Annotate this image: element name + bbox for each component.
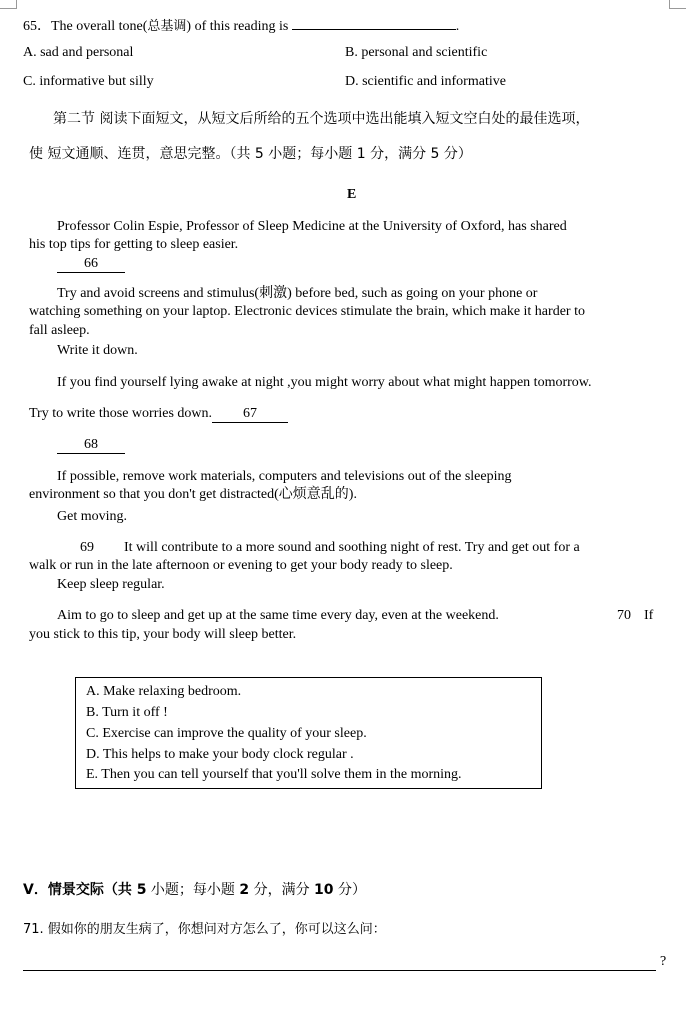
heading-write-it-down: Write it down. [57, 343, 138, 358]
blank-67[interactable]: 67 [212, 406, 288, 423]
section2-instruction-line1: 第二节 阅读下面短文，从短文后所给的五个选项中选出能填入短文空白处的最佳选项， [53, 111, 590, 127]
section5-title-suffix: 分） [333, 882, 366, 898]
page-corner-mark-left [0, 0, 17, 9]
section5-title-mid1: 小题；每小题 [146, 882, 240, 898]
blank-68-number: 68 [57, 437, 125, 454]
choice-a: A. Make relaxing bedroom. [86, 684, 242, 699]
blank-66[interactable] [57, 256, 125, 273]
section5-title-prefix: V．情景交际（共 [23, 882, 137, 898]
q65-answer-blank[interactable] [292, 17, 456, 30]
passage-p3-line2-text: Try to write those worries down. [29, 406, 213, 421]
page-corner-mark-right [669, 0, 686, 9]
q71-answer-line[interactable] [23, 970, 656, 971]
heading-keep-sleep-regular: Keep sleep regular. [57, 577, 165, 592]
passage-p5-line2: walk or run in the late afternoon or evening to get your body ready to sleep. [29, 558, 453, 573]
q65-option-d: D. scientific and informative [345, 74, 506, 89]
heading-get-moving: Get moving. [57, 509, 127, 524]
q65-stem-prefix: 65．The overall tone( [23, 19, 148, 34]
q65-stem-cn: 总基调 [147, 19, 187, 34]
q65-stem [23, 15, 459, 35]
q65-stem-suffix: ) of this reading is [186, 19, 289, 34]
passage-p6-line2: you stick to this tip, your body will sleep better. [29, 627, 297, 642]
passage-p2-line1: Try and avoid screens and stimulus(刺激) before bed, such as going on your phone or [57, 286, 538, 301]
q71-text: 71. 假如你的朋友生病了，你想问对方怎么了，你可以这么问： [23, 922, 386, 937]
section5-title-mid2: 分，满分 [249, 882, 315, 898]
passage-p4-line2: environment so that you don't get distracted(心烦意乱的). [29, 487, 357, 502]
blank-66-number: 66 [57, 256, 125, 273]
passage-p1-line1: Professor Colin Espie, Professor of Sleep Medicine at the University of Oxford, has shared [57, 219, 567, 234]
passage-letter: E [347, 187, 357, 202]
blank-70[interactable]: 70 [617, 608, 631, 623]
passage-p3-line1: If you find yourself lying awake at night ,you might worry about what might happen tomorrow. [57, 375, 592, 390]
blank-69[interactable]: 69 [80, 540, 94, 555]
passage-p4-line1: If possible, remove work materials, computers and televisions out of the sleeping [57, 469, 512, 484]
passage-p3-line2 [29, 406, 288, 423]
choices-box [75, 677, 542, 789]
section5-count: 5 [136, 882, 147, 898]
choice-c: C. Exercise can improve the quality of your sleep. [86, 726, 367, 741]
passage-p6-if: If [644, 608, 654, 623]
choice-b: B. Turn it off ! [86, 705, 168, 720]
q71-end-mark: ? [660, 954, 667, 969]
q65-end-mark: . [455, 19, 460, 34]
choice-d: D. This helps to make your body clock regular . [86, 747, 354, 762]
blank-68[interactable] [57, 437, 125, 454]
section5-points-total: 10 [314, 882, 334, 898]
choice-e: E. Then you can tell yourself that you'll solve them in the morning. [86, 767, 462, 782]
passage-p1-line2: his top tips for getting to sleep easier. [29, 237, 239, 252]
passage-p2-line3: fall asleep. [29, 323, 90, 338]
passage-p5-line1 [80, 540, 580, 556]
section2-instruction-line2: 使 短文通顺、连贯，意思完整。（共 5 小题；每小题 1 分，满分 5 分） [29, 146, 472, 162]
passage-p5-line1-text: It will contribute to a more sound and soothing night of rest. Try and get out for a [124, 540, 580, 555]
section5-title [23, 879, 366, 899]
q65-option-a: A. sad and personal [23, 45, 134, 60]
section5-points-each: 2 [239, 882, 250, 898]
q65-option-b: B. personal and scientific [345, 45, 488, 60]
q65-option-c: C. informative but silly [23, 74, 154, 89]
passage-p6-line1: Aim to go to sleep and get up at the same time every day, even at the weekend. [57, 608, 499, 623]
passage-p2-line2: watching something on your laptop. Electronic devices stimulate the brain, which make it harder to [29, 304, 585, 319]
